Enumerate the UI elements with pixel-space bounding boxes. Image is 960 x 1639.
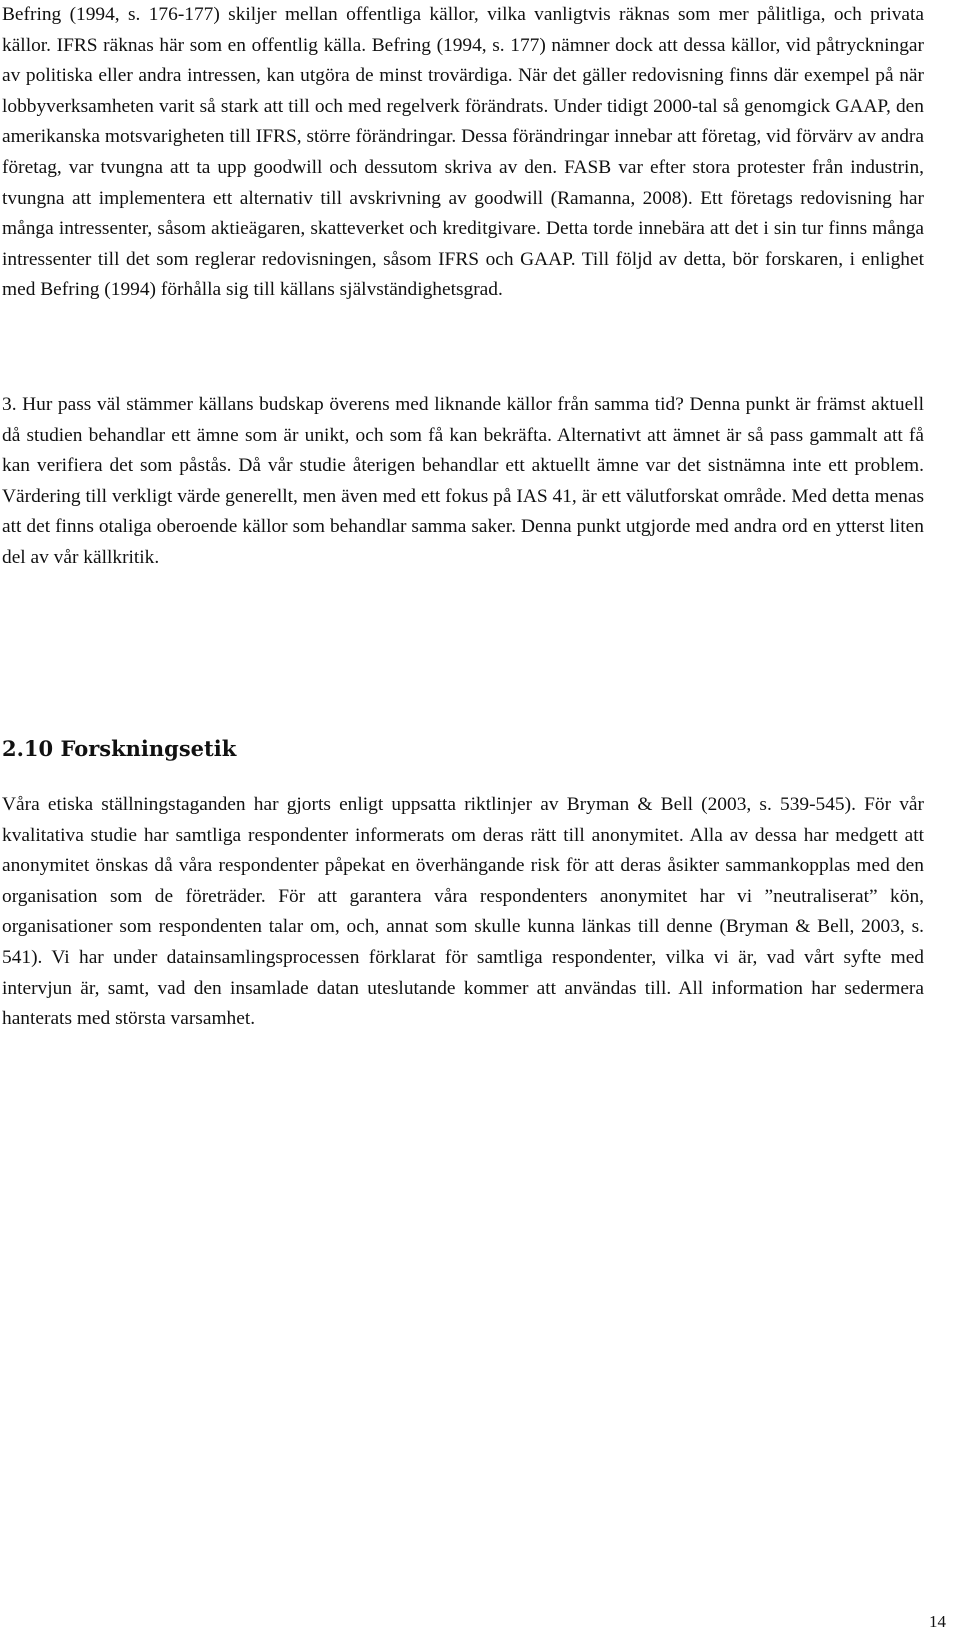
paragraph-research-ethics: Våra etiska ställningstaganden har gjorts enligt uppsatta riktlinjer av Bryman & Bell (2003, s. 539-545). För vår kvalitativa studie har samtliga respondenter informerats om deras rätt till anonymitet. Alla av dessa har medgett att anonymitet önskas då våra respondenter påpekat en överhängande risk för att deras åsikter sammankopplas med den organisation som de företräder. För att garantera våra respondenters anonymitet har vi ”neutraliserat” kön, organisationer som respondenten talar om, och, annat som skulle kunna länkas till denne (Bryman & Bell, 2003, s. 541). Vi har under datainsamlingsprocessen förklarat för samtliga respondenter, vilka vi är, vad vårt syfte med intervjun är, samt, vad den insamlade datan uteslutande kommer att användas till. All information har sedermera hanterats med största varsamhet. (2, 794, 924, 1030)
page-number: 14 (929, 1612, 946, 1631)
paragraph-source-criticism: Befring (1994, s. 176-177) skiljer mellan offentliga källor, vilka vanligtvis räknas som mer pålitliga, och privata källor. IFRS räknas här som en offentlig källa. Befring (1994, s. 177) nämner dock att dessa källor, vid påtryckningar av politiska eller andra intressen, kan utgöra de minst trovärdiga. När det gäller redovisning finns där exempel på när lobbyverksamheten varit så stark att till och med regelverk förändrats. Under tidigt 2000-tal så genomgick GAAP, den amerikanska motsvarigheten till IFRS, större förändringar. Dessa förändringar innebar att företag, vid förvärv av andra företag, var tvungna att ta upp goodwill och dessutom skriva av den. FASB var efter stora protester från industrin, tvungna att implementera ett alternativ till avskrivning av goodwill (Ramanna, 2008). Ett företags redovisning har många intressenter, såsom aktieägaren, skatteverket och kreditgivare. Detta torde innebära att det i sin tur finns många intressenter till det som reglerar redovisningen, såsom IFRS och GAAP. Till följd av detta, bör forskaren, i enlighet med Befring (1994) förhålla sig till källans självständighetsgrad. (2, 4, 924, 301)
paragraph-criterion-3: 3. Hur pass väl stämmer källans budskap överens med liknande källor från samma tid? Denna punkt är främst aktuell då studien behandlar ett ämne som är unikt, och som få kan bekräfta. Alternativt att ämnet är så pass gammalt att få kan verifiera det som påstås. Då vår studie återigen behandlar ett aktuellt ämne var det sistnämna inte ett problem. Värdering till verkligt värde generellt, men även med ett fokus på IAS 41, är ett välutforskat område. Med detta menas att det finns otaliga oberoende källor som behandlar samma saker. Denna punkt utgjorde med andra ord en ytterst liten del av vår källkritik. (2, 394, 924, 568)
section-heading: 2.10 Forskningsetik (2, 736, 237, 761)
